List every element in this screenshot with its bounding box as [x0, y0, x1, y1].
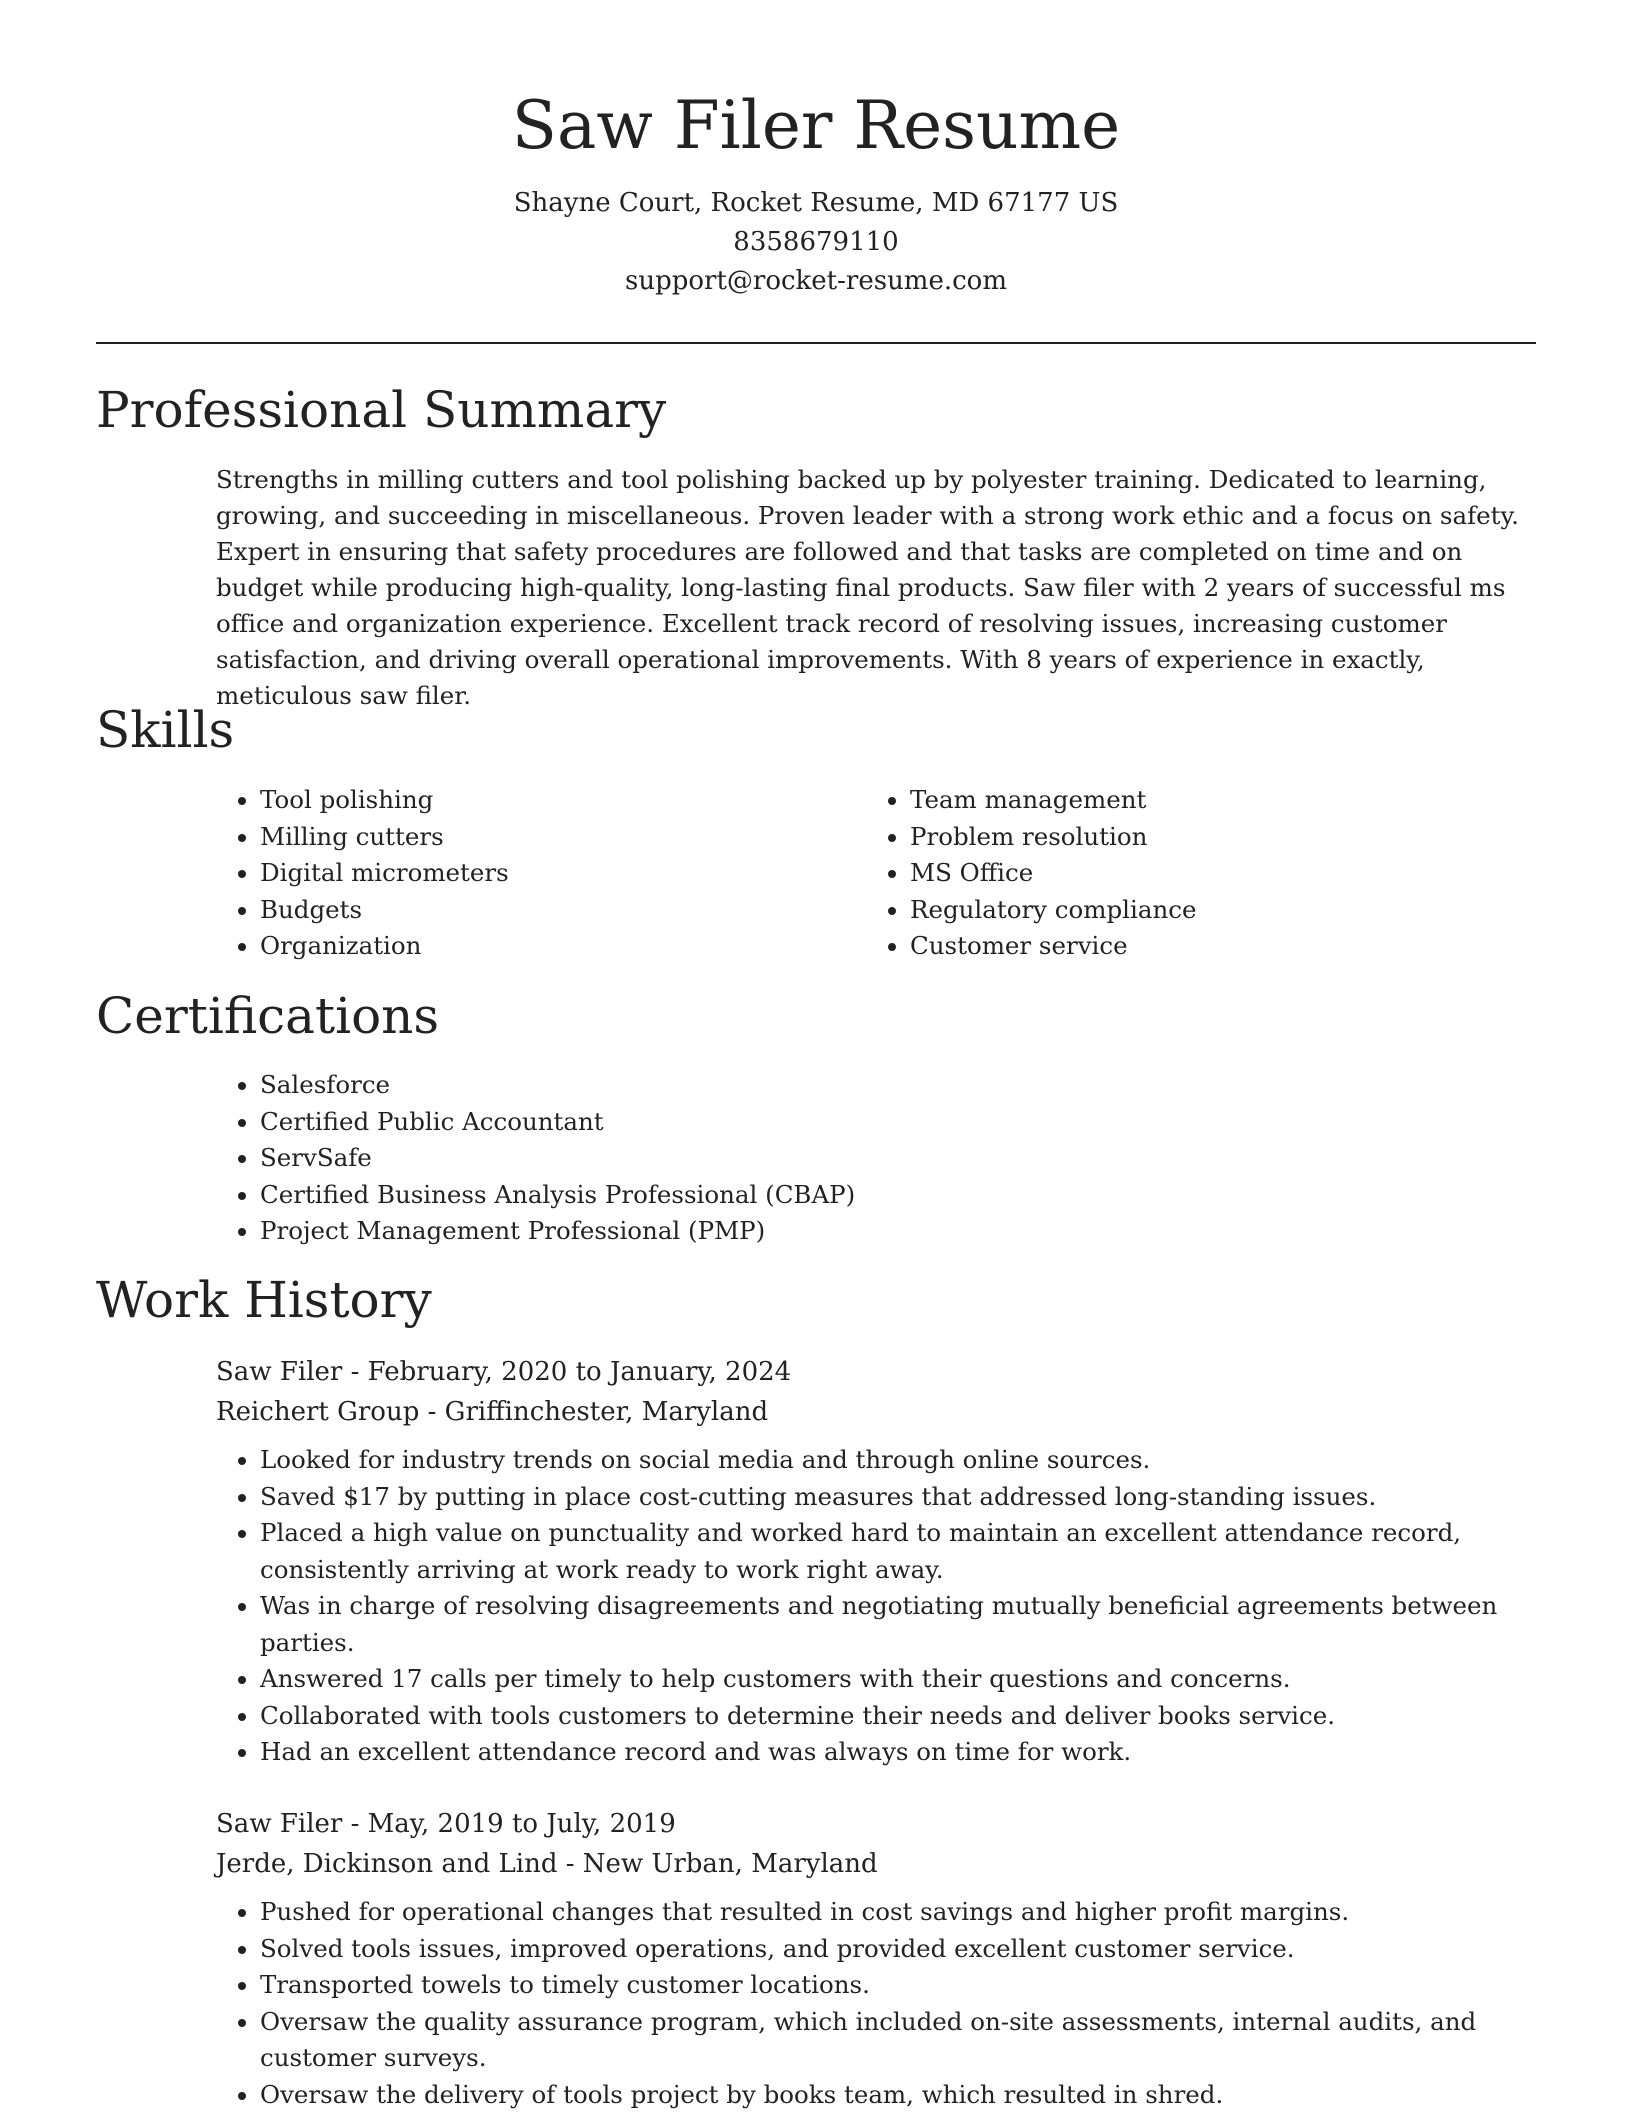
skill-item: • Regulatory compliance [910, 892, 1466, 929]
job-location: - Griffinchester, Maryland [419, 1397, 768, 1427]
skill-item: • Team management [910, 782, 1466, 819]
skills-list-left [216, 782, 816, 965]
job-entry [216, 1352, 1540, 1771]
skills-heading: Skills [96, 698, 234, 762]
work-history-heading: Work History [96, 1268, 432, 1332]
certification-item: • Project Management Professional (PMP) [260, 1213, 1536, 1250]
summary-text: Strengths in milling cutters and tool polishing backed up by polyester training. Dedicated to learning, growing, and succeeding in miscellaneous. Proven leader with a strong work ethic and a focus on safety. Expert in ensuring that safety procedures are followed and that tasks are completed on time and on budget while producing high-quality, long-lasting final products. Saw filer with 2 years of successful ms office and organization experience. Excellent track record of resolving issues, increasing customer satisfaction, and driving overall operational improvements. With 8 years of experience in exactly, meticulous saw filer. [216, 462, 1536, 714]
job-company-line [216, 1392, 1540, 1432]
certifications-list [216, 1067, 1536, 1250]
company-name: Reichert Group [216, 1397, 419, 1427]
job-duty: • Was in charge of resolving disagreements and negotiating mutually beneficial agreements between parties. [260, 1588, 1540, 1661]
job-title: Saw Filer - February, 2020 to January, 2024 [216, 1352, 1540, 1392]
job-duty: • Saved $17 by putting in place cost-cutting measures that addressed long-standing issues. [260, 1479, 1540, 1516]
skills-column-left [216, 782, 816, 965]
contact-address: Shayne Court, Rocket Resume, MD 67177 US [96, 184, 1536, 223]
skill-item: • Organization [260, 928, 816, 965]
job-duty: • Oversaw the quality assurance program, which included on-site assessments, internal audits, and customer surveys. [260, 2004, 1540, 2077]
contact-phone: 8358679110 [96, 223, 1536, 262]
job-duty: • Pushed for operational changes that resulted in cost savings and higher profit margins. [260, 1894, 1540, 1931]
job-title: Saw Filer - May, 2019 to July, 2019 [216, 1804, 1540, 1844]
skills-column-right [866, 782, 1466, 965]
skills-list-right [866, 782, 1466, 965]
job-duty: • Looked for industry trends on social media and through online sources. [260, 1442, 1540, 1479]
skill-item: • Problem resolution [910, 819, 1466, 856]
job-duty: • Collaborated with tools customers to determine their needs and deliver books service. [260, 1698, 1540, 1735]
job-duty: • Oversaw the delivery of tools project by books team, which resulted in shred. [260, 2077, 1540, 2113]
skill-item: • Customer service [910, 928, 1466, 965]
resume-header [96, 84, 1536, 301]
skill-item: • Tool polishing [260, 782, 816, 819]
job-company-line [216, 1844, 1540, 1884]
skill-item: • MS Office [910, 855, 1466, 892]
certifications-heading: Certifications [96, 984, 439, 1048]
certification-item: • Certified Public Accountant [260, 1104, 1536, 1141]
skill-item: • Milling cutters [260, 819, 816, 856]
job-duty: • Placed a high value on punctuality and worked hard to maintain an excellent attendance record, consistently arriving at work ready to work right away. [260, 1515, 1540, 1588]
summary-heading: Professional Summary [96, 378, 666, 442]
job-duty: • Transported towels to timely customer locations. [260, 1967, 1540, 2004]
job-duty: • Had an excellent attendance record and was always on time for work. [260, 1734, 1540, 1771]
contact-email: support@rocket-resume.com [96, 262, 1536, 301]
job-duties-list [216, 1894, 1540, 2113]
job-duty: • Solved tools issues, improved operations, and provided excellent customer service. [260, 1931, 1540, 1968]
certifications-block [216, 1067, 1536, 1250]
certification-item: • Certified Business Analysis Professional (CBAP) [260, 1177, 1536, 1214]
job-duties-list [216, 1442, 1540, 1771]
skill-item: • Budgets [260, 892, 816, 929]
header-divider [96, 342, 1536, 344]
resume-title: Saw Filer Resume [96, 84, 1536, 168]
job-entry [216, 1804, 1540, 2113]
certification-item: • Salesforce [260, 1067, 1536, 1104]
certification-item: • ServSafe [260, 1140, 1536, 1177]
skill-item: • Digital micrometers [260, 855, 816, 892]
job-location: - New Urban, Maryland [557, 1849, 877, 1879]
job-duty: • Answered 17 calls per timely to help customers with their questions and concerns. [260, 1661, 1540, 1698]
company-name: Jerde, Dickinson and Lind [216, 1849, 557, 1879]
